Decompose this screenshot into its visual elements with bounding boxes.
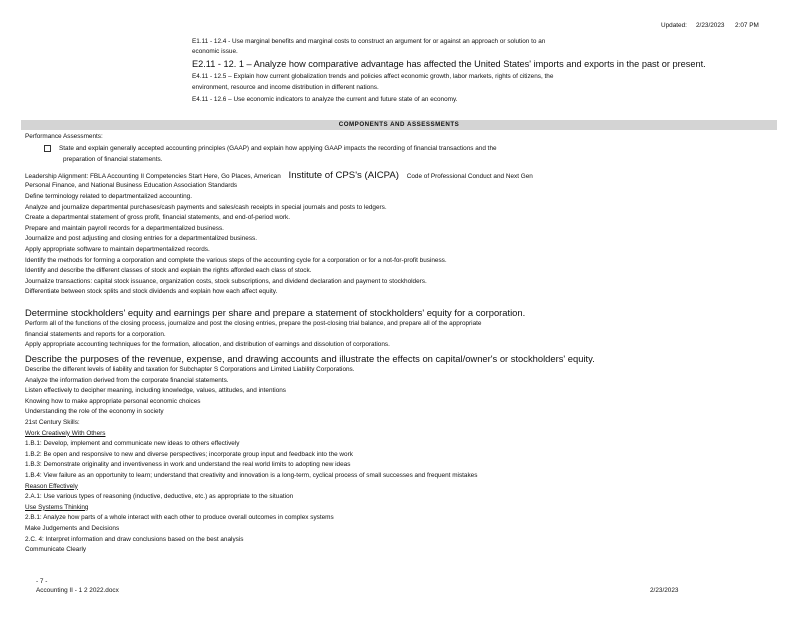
leadership-line [25, 170, 533, 181]
describe-statement: Describe the purposes of the revenue, expense, and drawing accounts and illustrate the effects on capital/owner's or stockholders' equity. [25, 353, 595, 364]
list-item: Identify and describe the different classes of stock and explain the rights afforded each class of stock. [25, 267, 312, 275]
list-item: 1.B.3: Demonstrate originality and inventiveness in work and understand the real world limits to adopting new ideas [25, 461, 351, 469]
standard-e1-11-cont: economic issue. [192, 48, 238, 55]
leadership-b: Institute of CPS's (AICPA) [288, 170, 399, 181]
section-bar [21, 120, 777, 130]
section-title: COMPONENTS AND ASSESSMENTS [338, 121, 460, 128]
standard-e2-11: E2.11 - 12. 1 – Analyze how comparative advantage has affected the United States' imports and exports in the past or present. [192, 59, 706, 69]
list-item: Prepare and maintain payroll records for a departmentalized business. [25, 224, 224, 232]
document-name: Accounting II - 1 2 2022.docx [36, 587, 119, 594]
list-item: Listen effectively to decipher meaning, including knowledge, values, attitudes, and intentions [25, 387, 286, 395]
systems-heading: Use Systems Thinking [25, 503, 89, 511]
leadership-cont: Personal Finance, and National Business Education Association Standards [25, 182, 238, 189]
updated-date: 2/23/2023 [696, 22, 725, 29]
list-item: 2.A.1: Use various types of reasoning (inductive, deductive, etc.) as appropriate to the situation [25, 493, 294, 501]
list-item: 2.B.1: Analyze how parts of a whole interact with each other to produce overall outcomes in complex systems [25, 514, 334, 522]
performance-text: State and explain generally accepted accounting principles (GAAP) and explain how applying GAAP impacts the recording of financial transactions and the [59, 145, 497, 153]
list-item: Analyze the information derived from the corporate financial statements. [25, 376, 229, 384]
performance-item-cont: preparation of financial statements. [63, 156, 163, 163]
footer-date: 2/23/2023 [650, 587, 679, 594]
list-item: Identify the methods for forming a corporation and complete the various steps of the accounting cycle for a corporation or for a not-for-profit business. [25, 256, 447, 264]
list-item: Journalize and post adjusting and closing entries for a departmentalized business. [25, 235, 257, 243]
list-item: Knowing how to make appropriate personal economic choices [25, 397, 201, 405]
competency-list-3 [25, 365, 477, 556]
standard-e1-11: E1.11 - 12.4 - Use marginal benefits and marginal costs to construct an argument for or against an approach or solution to an [192, 38, 546, 45]
list-item: 1.B.2: Be open and responsive to new and diverse perspectives; incorporate group input and feedback into the work [25, 450, 353, 458]
list-item: Understanding the role of the economy in society [25, 408, 164, 416]
updated-label: Updated: [661, 22, 687, 29]
list-item: 1.B.4: View failure as an opportunity to learn; understand that creativity and innovation is a long-term, cyclical process of small successes and frequent mistakes [25, 471, 478, 479]
performance-label: Performance Assessments: [25, 133, 103, 140]
list-item: financial statements and reports for a corporation. [25, 330, 166, 338]
list-item: Define terminology related to departmentalized accounting. [25, 193, 192, 200]
list-item: 1.B.1: Develop, implement and communicate new ideas to others effectively [25, 440, 240, 448]
list-item: 2.C. 4: Interpret information and draw conclusions based on the best analysis [25, 535, 244, 543]
list-item: Apply appropriate software to maintain departmentalized records. [25, 245, 210, 253]
standard-e4-11-6: E4.11 - 12.6 – Use economic indicators to analyze the current and future state of an economy. [192, 96, 458, 103]
updated-time: 2:07 PM [735, 22, 759, 29]
competency-list [25, 192, 447, 298]
list-item: Perform all of the functions of the closing process, journalize and post the closing entries, prepare the post-closing trial balance, and prepare all of the appropriate [25, 320, 482, 327]
competency-list-2 [25, 319, 482, 351]
determine-statement: Determine stockholders' equity and earnings per share and prepare a statement of stockholders' equity for a corporation. [25, 307, 526, 318]
checkbox-icon [44, 145, 51, 152]
list-item: Differentiate between stock splits and stock dividends and explain how each affect equity. [25, 288, 278, 296]
leadership-a: Leadership Alignment: FBLA Accounting II Competencies Start Here, Go Places, American [25, 173, 281, 180]
reason-heading: Reason Effectively [25, 482, 78, 490]
list-item: Analyze and journalize departmental purchases/cash payments and sales/cash receipts in special journals and posts to ledgers. [25, 203, 387, 211]
page-number: - 7 - [36, 578, 48, 585]
list-item: Journalize transactions: capital stock issuance, organization costs, stock subscriptions, and dividend declaration and payment to stockholders. [25, 277, 427, 285]
skills-heading: 21st Century Skills: [25, 418, 80, 426]
performance-item [44, 145, 497, 152]
list-item: Communicate Clearly [25, 546, 87, 554]
work-heading: Work Creatively With Others [25, 429, 106, 437]
list-item: Create a departmental statement of gross profit, financial statements, and end-of-period work. [25, 214, 290, 222]
list-item: Describe the different levels of liability and taxation for Subchapter S Corporations and Limited Liability Corporations. [25, 366, 355, 373]
list-item: Apply appropriate accounting techniques for the formation, allocation, and distribution of earnings and dissolution of corporations. [25, 341, 390, 349]
standard-e4-11-5: E4.11 - 12.5 – Explain how current globalization trends and policies affect economic growth, labor markets, rights of citizens, the [192, 73, 554, 80]
leadership-c: Code of Professional Conduct and Next Gen [406, 173, 533, 180]
standard-e4-11-5-cont: environment, resource and income distribution in different nations. [192, 84, 379, 91]
list-item: Make Judgements and Decisions [25, 524, 120, 532]
